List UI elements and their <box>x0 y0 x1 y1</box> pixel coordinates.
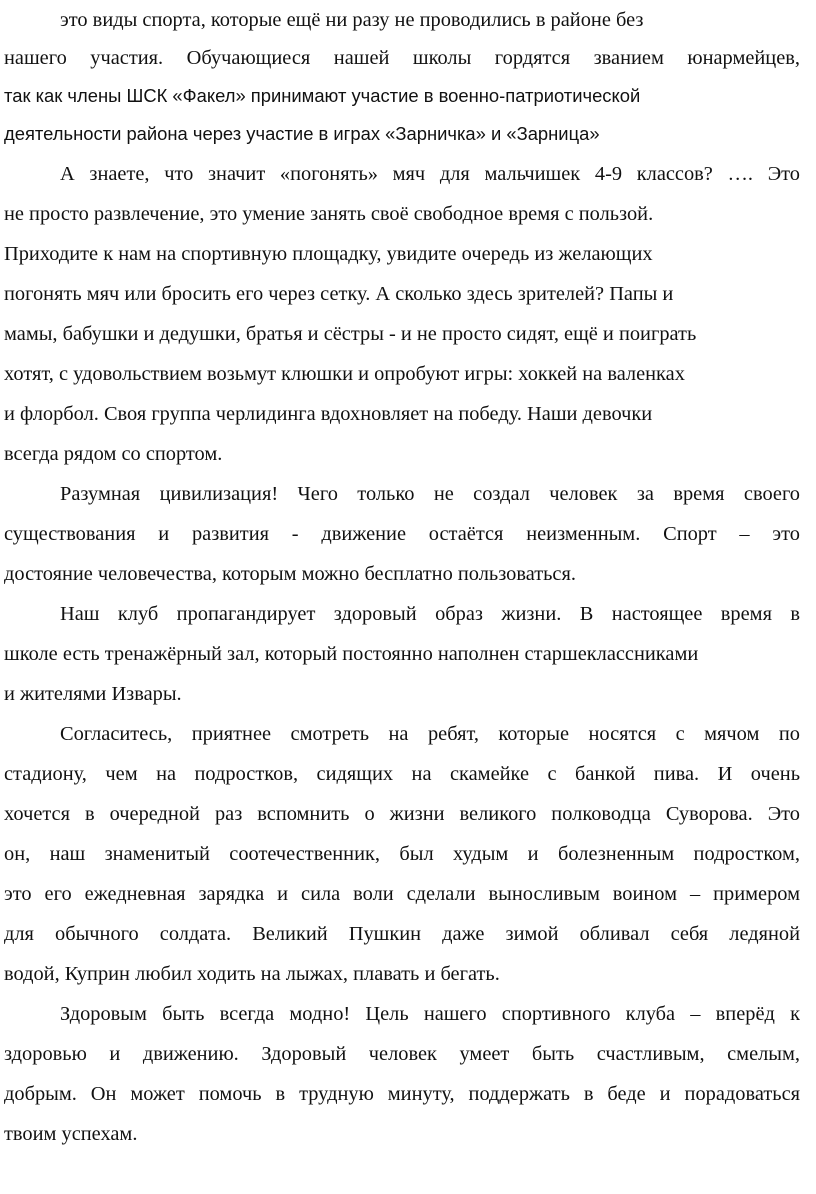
text-line: Наш клуб пропагандирует здоровый образ жизни. В настоящее время в <box>60 603 800 625</box>
text-line: и флорбол. Своя группа черлидинга вдохновляет на победу. Наши девочки <box>4 403 653 425</box>
text-line: и жителями Извары. <box>4 683 182 705</box>
text-line: достояние человечества, которым можно бесплатно пользоваться. <box>4 563 576 585</box>
text-line: Здоровым быть всегда модно! Цель нашего спортивного клуба – вперёд к <box>60 1003 800 1025</box>
text-line: он, наш знаменитый соотечественник, был худым и болезненным подростком, <box>4 843 800 865</box>
text-line: здоровью и движению. Здоровый человек умеет быть счастливым, смелым, <box>4 1043 800 1065</box>
text-line: нашего участия. Обучающиеся нашей школы гордятся званием юнармейцев, <box>4 47 800 69</box>
text-line: добрым. Он может помочь в трудную минуту, поддержать в беде и порадоваться <box>4 1083 800 1105</box>
text-line: так как члены ШСК «Факел» принимают участие в военно-патриотической <box>4 85 641 106</box>
text-line: погонять мяч или бросить его через сетку. А сколько здесь зрителей? Папы и <box>4 283 674 305</box>
text-line: водой, Куприн любил ходить на лыжах, плавать и бегать. <box>4 963 500 985</box>
text-line: существования и развития - движение остаётся неизменным. Спорт – это <box>4 523 800 545</box>
text-line: Согласитесь, приятнее смотреть на ребят, которые носятся с мячом по <box>60 723 800 745</box>
text-line: хочется в очередной раз вспомнить о жизни великого полководца Суворова. Это <box>4 803 800 825</box>
text-line: мамы, бабушки и дедушки, братья и сёстры - и не просто сидят, ещё и поиграть <box>4 323 697 345</box>
text-line: стадиону, чем на подростков, сидящих на скамейке с банкой пива. И очень <box>4 763 800 785</box>
text-line: школе есть тренажёрный зал, который постоянно наполнен старшеклассниками <box>4 643 699 665</box>
text-line: Разумная цивилизация! Чего только не создал человек за время своего <box>60 483 800 505</box>
text-line: для обычного солдата. Великий Пушкин даже зимой обливал себя ледяной <box>4 923 800 945</box>
text-line: всегда рядом со спортом. <box>4 443 223 465</box>
text-line: хотят, с удовольствием возьмут клюшки и опробуют игры: хоккей на валенках <box>4 363 685 385</box>
text-line: А знаете, что значит «погонять» мяч для мальчишек 4-9 классов? …. Это <box>60 163 800 185</box>
text-line: твоим успехам. <box>4 1123 138 1145</box>
text-line: деятельности района через участие в играх «Зарничка» и «Зарница» <box>4 123 600 144</box>
text-line: Приходите к нам на спортивную площадку, увидите очередь из желающих <box>4 243 653 265</box>
text-line: это его ежедневная зарядка и сила воли сделали выносливым воином – примером <box>4 883 800 905</box>
text-line: не просто развлечение, это умение занять своё свободное время с пользой. <box>4 203 654 225</box>
text-line: это виды спорта, которые ещё ни разу не проводились в районе без <box>60 9 644 31</box>
